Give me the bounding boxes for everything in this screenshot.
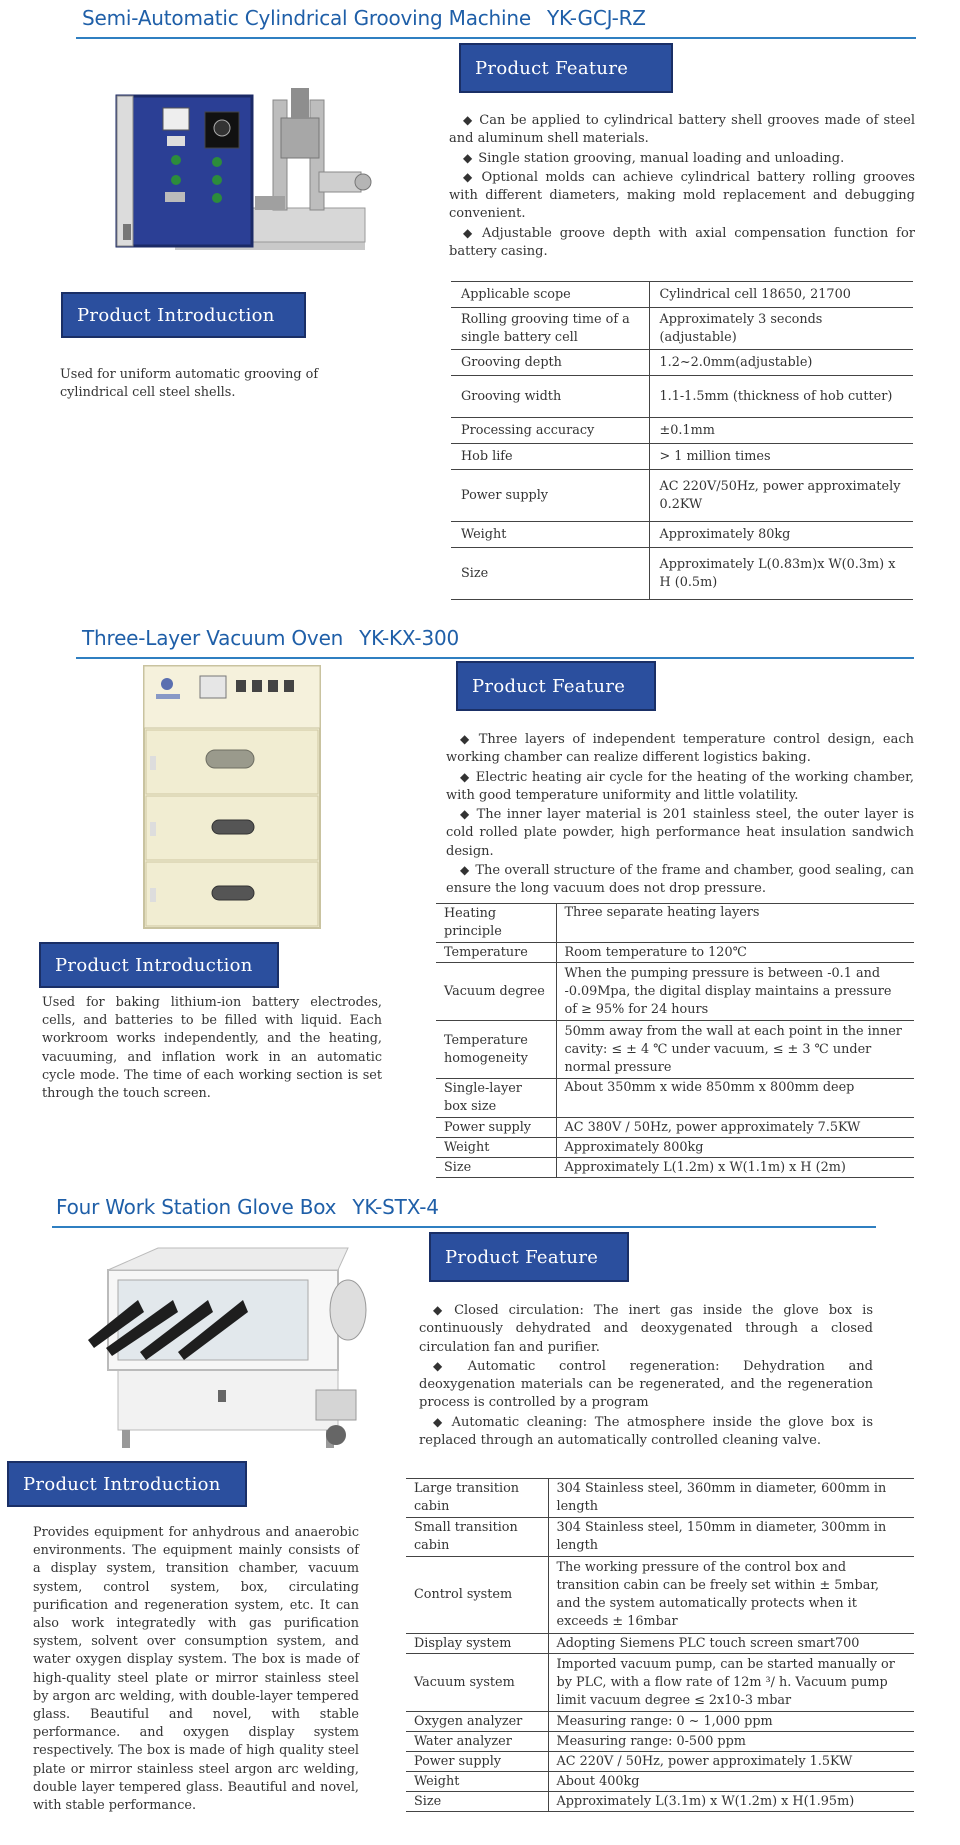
table-row: Processing accuracy ±0.1mm: [451, 418, 913, 444]
grooving-machine-image: [105, 88, 380, 268]
table-row: Oxygen analyzer Measuring range: 0 ~ 1,000 ppm: [406, 1712, 914, 1732]
table-row: Size Approximately L(1.2m) x W(1.1m) x H (2m): [436, 1158, 914, 1178]
feature-heading-box: [456, 661, 656, 711]
intro-heading: Product Introduction: [55, 954, 253, 976]
feature-heading: Product Feature: [472, 675, 626, 697]
table-row: Weight Approximately 800kg: [436, 1138, 914, 1158]
table-row: Power supply AC 380V / 50Hz, power approximately 7.5KW: [436, 1118, 914, 1138]
table-row: Heating principle Three separate heating layers: [436, 904, 914, 943]
section-rule: [76, 657, 914, 659]
intro-heading: Product Introduction: [23, 1473, 221, 1495]
table-row: Single-layer box size About 350mm x wide 850mm x 800mm deep: [436, 1079, 914, 1118]
table-row: Temperature Room temperature to 120℃: [436, 943, 914, 963]
feature-item: ◆ The inner layer material is 201 stainless steel, the outer layer is cold rolled plate powder, high performance heat insulation sandwich design.: [446, 807, 914, 859]
glove-box-image: [78, 1240, 368, 1455]
table-row: Applicable scope Cylindrical cell 18650, 21700: [451, 282, 913, 308]
table-row: Rolling grooving time of a single battery cell Approximately 3 seconds (adjustable): [451, 308, 913, 350]
intro-text: Provides equipment for anhydrous and anaerobic environments. The equipment mainly consists of a display system, transition chamber, vacuum system, control system, box, circulating purification and regeneration system, etc. It can also work integratedly with gas purification system, solvent over consumption system, and water oxygen display system. The box is made of high-quality steel plate or mirror stainless steel by argon arc welding, with double-layer tempered glass. Beautiful and novel, with stable performance. and oxygen display system respectively. The box is made of high quality steel plate or mirror stainless steel argon arc welding, double layer tempered glass. Beautiful and novel, with stable performance.: [33, 1525, 359, 1814]
feature-item: ◆ Can be applied to cylindrical battery shell grooves made of steel and aluminum shell materials.: [449, 113, 915, 147]
table-row: Water analyzer Measuring range: 0-500 ppm: [406, 1732, 914, 1752]
table-row: Display system Adopting Siemens PLC touch screen smart700: [406, 1634, 914, 1654]
feature-item: ◆ Automatic cleaning: The atmosphere inside the glove box is replaced through an automatically controlled cleaning valve.: [419, 1414, 873, 1449]
table-row: Grooving depth 1.2~2.0mm(adjustable): [451, 350, 913, 376]
diamond-bullet-icon: ◆: [460, 807, 471, 822]
feature-item: ◆ Closed circulation: The inert gas inside the glove box is continuously dehydrated and deoxygenated through a closed circulation fan and purifier.: [419, 1303, 873, 1355]
table-row: Power supply AC 220V / 50Hz, power approximately 1.5KW: [406, 1752, 914, 1772]
diamond-bullet-icon: ◆: [463, 150, 473, 165]
product-name: Three-Layer Vacuum Oven: [82, 626, 344, 650]
intro-heading-box: [61, 292, 306, 338]
feature-list: [446, 730, 914, 899]
table-row: Power supply AC 220V/50Hz, power approximately 0.2KW: [451, 470, 913, 522]
feature-item: ◆ Three layers of independent temperature control design, each working chamber can realize different logistics baking.: [446, 732, 914, 766]
table-row: Control system The working pressure of the control box and transition cabin can be freely set within ± 5mbar, and the system automatically protects when it exceeds ± 16mbar: [406, 1557, 914, 1634]
product-model: YK-GCJ-RZ: [546, 6, 646, 30]
section-rule: [76, 37, 916, 39]
spec-table: [406, 1478, 914, 1812]
feature-heading-box: [459, 43, 673, 93]
feature-list: [449, 111, 915, 261]
feature-heading: Product Feature: [475, 57, 629, 79]
product-name: Four Work Station Glove Box: [56, 1195, 337, 1219]
diamond-bullet-icon: ◆: [460, 769, 470, 784]
intro-text: Used for baking lithium-ion battery electrodes, cells, and batteries to be filled with liquid. Each workroom works independently, and the heating, vacuuming, and inflation work in an automatic cycle mode. The time of each working section is set through the touch screen.: [42, 995, 382, 1102]
table-row: Vacuum degree When the pumping pressure is between -0.1 and -0.09Mpa, the digital display maintains a pressure of ≥ 95% for 24 hours: [436, 963, 914, 1021]
diamond-bullet-icon: ◆: [463, 113, 474, 127]
intro-heading: Product Introduction: [77, 304, 275, 326]
product-model: YK-KX-300: [359, 626, 460, 650]
section-title: [82, 6, 646, 30]
table-row: Vacuum system Imported vacuum pump, can be started manually or by PLC, with a flow rate of 12m ³/ h. Vacuum pump limit vacuum degree ≤ 2x10-3 mbar: [406, 1654, 914, 1712]
table-row: Small transition cabin 304 Stainless steel, 150mm in diameter, 300mm in length: [406, 1518, 914, 1557]
table-row: Grooving width 1.1-1.5mm (thickness of hob cutter): [451, 376, 913, 418]
feature-item: ◆ Automatic control regeneration: Dehydration and deoxygenation materials can be regenerated, and the regeneration process is controlled by a program: [419, 1358, 874, 1411]
table-row: Size Approximately L(3.1m) x W(1.2m) x H(1.95m): [406, 1792, 914, 1812]
intro-heading-box: [7, 1461, 247, 1507]
table-row: Size Approximately L(0.83m)x W(0.3m) x H (0.5m): [451, 548, 913, 600]
intro-text: Used for uniform automatic grooving of cylindrical cell steel shells.: [60, 367, 319, 401]
diamond-bullet-icon: ◆: [463, 169, 476, 184]
feature-item: ◆ Electric heating air cycle for the heating of the working chamber, with good temperature uniformity and little volatility.: [446, 769, 914, 803]
diamond-bullet-icon: ◆: [433, 1414, 446, 1429]
feature-heading: Product Feature: [445, 1246, 599, 1268]
feature-item: ◆ Single station grooving, manual loading and unloading.: [463, 150, 845, 166]
table-row: Temperature homogeneity 50mm away from the wall at each point in the inner cavity: ≤ ± 4 ℃ under vacuum, ≤ ± 3 ℃ under normal pressure: [436, 1021, 914, 1079]
diamond-bullet-icon: ◆: [433, 1358, 462, 1373]
spec-table: [451, 281, 913, 600]
feature-item: ◆ Optional molds can achieve cylindrical battery rolling grooves with different diameters, making mold replacement and debugging convenient.: [449, 169, 915, 222]
diamond-bullet-icon: ◆: [433, 1303, 449, 1317]
section-title: [82, 626, 459, 650]
feature-item: ◆ The overall structure of the frame and chamber, good sealing, can ensure the long vacuum does not drop pressure.: [446, 863, 915, 897]
feature-list: [419, 1301, 873, 1450]
product-model: YK-STX-4: [352, 1195, 439, 1219]
table-row: Large transition cabin 304 Stainless steel, 360mm in diameter, 600mm in length: [406, 1479, 914, 1518]
table-row: Weight About 400kg: [406, 1772, 914, 1792]
intro-heading-box: [39, 942, 279, 988]
section-rule: [52, 1226, 876, 1228]
feature-item: ◆ Adjustable groove depth with axial compensation function for battery casing.: [449, 225, 915, 260]
section-title: [56, 1195, 439, 1219]
table-row: Hob life > 1 million times: [451, 444, 913, 470]
diamond-bullet-icon: ◆: [463, 225, 476, 240]
vacuum-oven-image: [142, 664, 322, 932]
spec-table: [436, 903, 914, 1178]
feature-heading-box: [429, 1232, 629, 1282]
diamond-bullet-icon: ◆: [460, 863, 470, 878]
diamond-bullet-icon: ◆: [460, 732, 473, 746]
table-row: Weight Approximately 80kg: [451, 522, 913, 548]
product-name: Semi-Automatic Cylindrical Grooving Machine: [82, 6, 531, 30]
